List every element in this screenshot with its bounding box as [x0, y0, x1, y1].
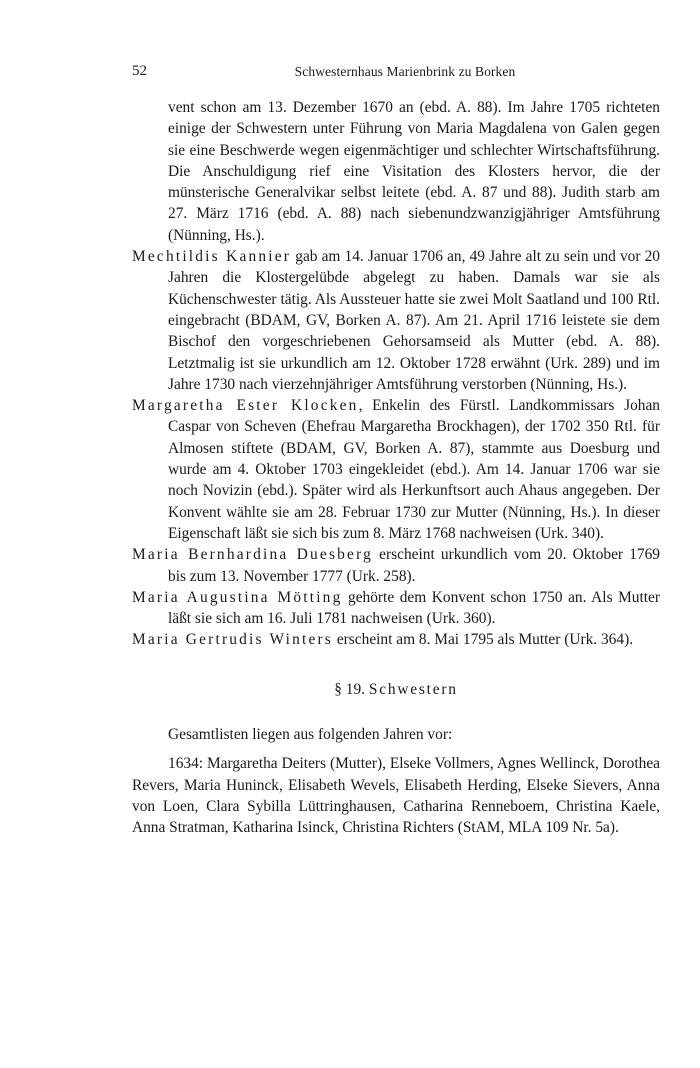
entry-mechtildis-kannier: [132, 246, 660, 395]
list-1634-paragraph: 1634: Margaretha Deiters (Mutter), Elseke Vollmers, Agnes Wellinck, Dorothea Revers, Maria Huninck, Elisabeth Wevels, Elisabeth Herding, Elseke Sievers, Anna von Loen, Clara Sybilla Lüttringhausen, Catharina Renneboem, Christina Kaele, Anna Stratman, Katharina Isinck, Christina Richters (StAM, MLA 109 Nr. 5a).: [132, 755, 660, 837]
entry-text: gehörte dem Konvent schon 1750 an. Als Mutter läßt sie sich am 16. Juli 1781 nachweisen (Urk. 360).: [168, 588, 660, 628]
entry-margaretha-ester-klocken: [132, 395, 660, 544]
entry-judith-continuation: [132, 97, 660, 246]
section-heading: [132, 679, 660, 700]
entry-name: Maria Augustina Mötting: [132, 588, 343, 606]
entry-name: Maria Bernhardina Duesberg: [132, 546, 374, 564]
entry-text: , Enkelin des Fürstl. Landkommissars Johan Caspar von Scheven (Ehefrau Margaretha Brockhagen), der 1702 350 Rtl. für Almosen stiftete (BDAM, GV, Borken A. 87), stammte aus Doesburg und wurde am 4. Oktober 1703 eingekleidet (ebd.). Am 14. Januar 1706 war sie noch Novizin (ebd.). Später wird als Herkunftsort auch Ahaus angegeben. Der Konvent wählte sie am 28. Februar 1730 zur Mutter (Nünning, Hs.). In dieser Eigenschaft läßt sie sich bis zum 8. März 1768 nachweisen (Urk. 340).: [168, 397, 660, 542]
entry-text: gab am 14. Januar 1706 an, 49 Jahre alt zu sein und vor 20 Jahren die Klostergelübde abgelegt zu haben. Damals war sie als Küchenschwester tätig. Als Aussteuer hatte sie zwei Molt Saatland und 100 Rtl. eingebracht (BDAM, GV, Borken A. 87). Am 21. April 1716 leistete sie dem Bischof den vorgeschriebenen Gehorsamseid als Mutter (ebd. A. 88). Letztmalig ist sie urkundlich am 12. Oktober 1728 erwähnt (Urk. 289) und im Jahre 1730 nach vierzehnjähriger Amtsführung verstorben (Nünning, Hs.).: [168, 248, 660, 393]
running-title: Schwesternhaus Marienbrink zu Borken: [294, 64, 516, 79]
page-body: [132, 97, 660, 839]
entry-name: Margaretha Ester Klocken: [132, 397, 359, 415]
section-number: § 19.: [334, 680, 365, 698]
entry-maria-gertrudis-winters: [132, 629, 660, 650]
page-number: 52: [132, 63, 147, 79]
section-title: Schwestern: [368, 680, 458, 698]
entry-text: erscheint urkundlich vom 20. Oktober 1769 bis zum 13. November 1777 (Urk. 258).: [168, 546, 660, 585]
entry-maria-bernhardina-duesberg: [132, 544, 660, 587]
entry-name: Mechtildis Kannier: [132, 248, 292, 266]
page-header: [132, 63, 660, 85]
entry-text: erscheint am 8. Mai 1795 als Mutter (Urk. 364).: [333, 631, 634, 649]
entry-maria-augustina-moetting: [132, 587, 660, 630]
entry-text: vent schon am 13. Dezember 1670 an (ebd. A. 88). Im Jahre 1705 richteten einige der Schwestern unter Führung von Maria Magdalena von Galen gegen sie eine Beschwerde wegen eigenmächtiger und schlechter Wirtschaftsführung. Die Anschuldigung rief eine Visitation des Klosters hervor, die der münsterische Generalvikar selbst leitete (ebd. A. 87 und 88). Judith starb am 27. März 1716 (ebd. A. 88) nach siebenundzwanzigjähriger Amtsführung (Nünning, Hs.).: [168, 99, 660, 244]
entry-name: Maria Gertrudis Winters: [132, 631, 333, 649]
intro-paragraph: Gesamtlisten liegen aus folgenden Jahren vor:: [168, 726, 453, 744]
